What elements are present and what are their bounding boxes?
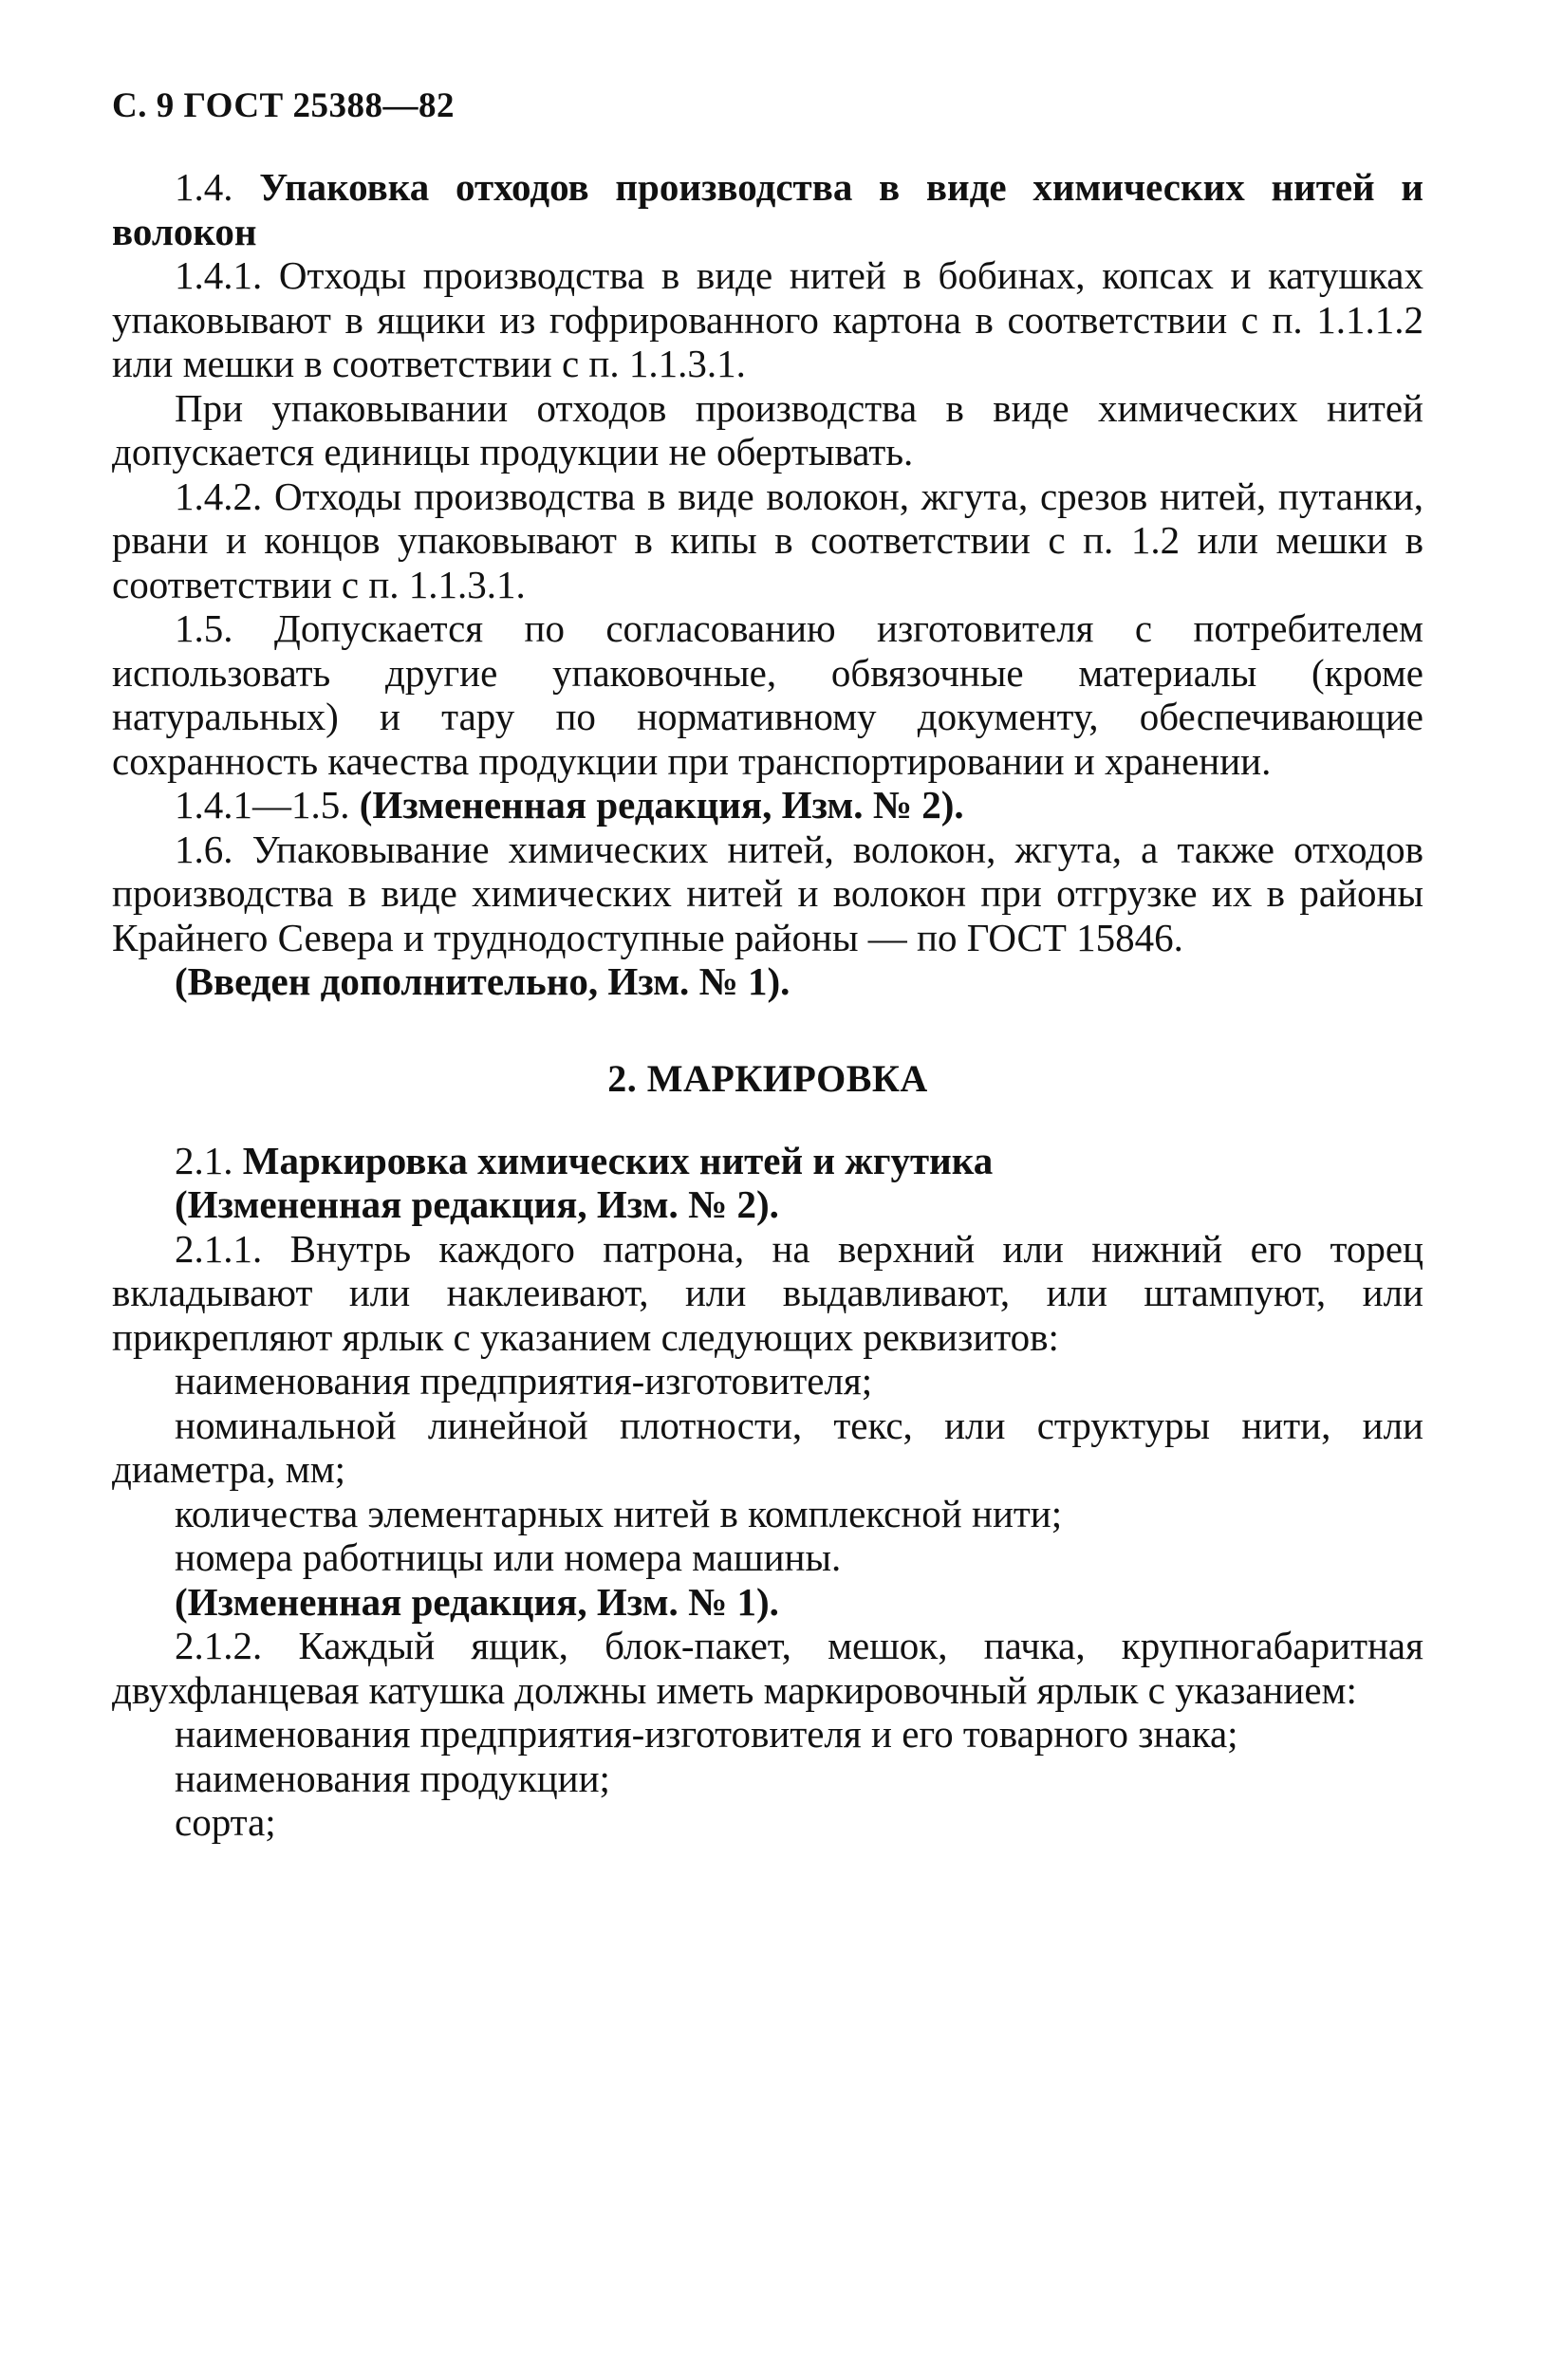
list-item: номинальной линейной плотности, текс, или структуры нити, или диаметра, мм; [112,1403,1423,1491]
amendment-note-1-4-1-1-5 [112,783,1423,827]
clause-number: 1.4. [175,165,233,209]
clause-1-4-1-note: При упаковывании отходов производства в виде химических нитей допускается единицы продукции не обертывать. [112,385,1423,474]
section-title-marking: 2. МАРКИРОВКА [607,1056,928,1100]
clause-title: Упаковка отходов производства в виде химических нитей и волокон [112,165,1424,253]
clause-2-1-2: 2.1.2. Каждый ящик, блок-пакет, мешок, пачка, крупногабаритная двухфланцевая катушка должны иметь маркировочный ярлык с указанием: [112,1624,1423,1712]
list-item: сорта; [175,1800,276,1844]
list-item: номера работницы или номера машины. [175,1535,842,1579]
amendment-range: 1.4.1—1.5. [175,783,350,827]
list-item: наименования предприятия-изготовителя и его товарного знака; [175,1712,1238,1756]
clause-1-4-2: 1.4.2. Отходы производства в виде волокон, жгута, срезов нитей, путанки, рвани и концов упаковывают в кипы в соответствии с п. 1.2 или мешки в соответствии с п. 1.1.3.1. [112,474,1423,606]
list-item: количества элементарных нитей в комплексной нити; [175,1491,1063,1535]
clause-2-1-1: 2.1.1. Внутрь каждого патрона, на верхний или нижний его торец вкладывают или наклеивают, или выдавливают, или штампуют, или прикрепляют ярлык с указанием следующих реквизитов: [112,1226,1423,1359]
amendment-note-1-6: (Введен дополнительно, Изм. № 1). [175,959,791,1003]
amendment-note-2-1: (Измененная редакция, Изм. № 2). [175,1182,779,1226]
clause-number: 2.1. [175,1138,233,1182]
amendment-note-2-1-1: (Измененная редакция, Изм. № 1). [175,1579,779,1624]
clause-2-1-heading [112,1139,1423,1183]
list-item: наименования продукции; [175,1756,610,1800]
clause-1-4-1: 1.4.1. Отходы производства в виде нитей в бобинах, копсах и катушках упаковывают в ящики из гофрированного картона в соответствии с п. 1.1.1.2 или мешки в соответствии с п. 1.1.3.1. [112,253,1423,385]
document-page [112,85,1423,1845]
page-header: С. 9 ГОСТ 25388—82 [112,86,455,125]
list-item: наименования предприятия-изготовителя; [175,1359,873,1403]
clause-1-4-heading [112,165,1423,253]
clause-1-6: 1.6. Упаковывание химических нитей, волокон, жгута, а также отходов производства в виде химических нитей и волокон при отгрузке их в районы Крайнего Севера и труднодоступные районы — по ГОСТ 15846. [112,827,1423,959]
amendment-text: (Измененная редакция, Изм. № 2). [359,783,964,827]
clause-title: Маркировка химических нитей и жгутика [242,1138,994,1182]
clause-1-5: 1.5. Допускается по согласованию изготовителя с потребителем использовать другие упаковочные, обвязочные материалы (кроме натуральных) и тару по нормативному документу, обеспечивающие сохранность качества продукции при транспортировании и хранении. [112,606,1423,783]
